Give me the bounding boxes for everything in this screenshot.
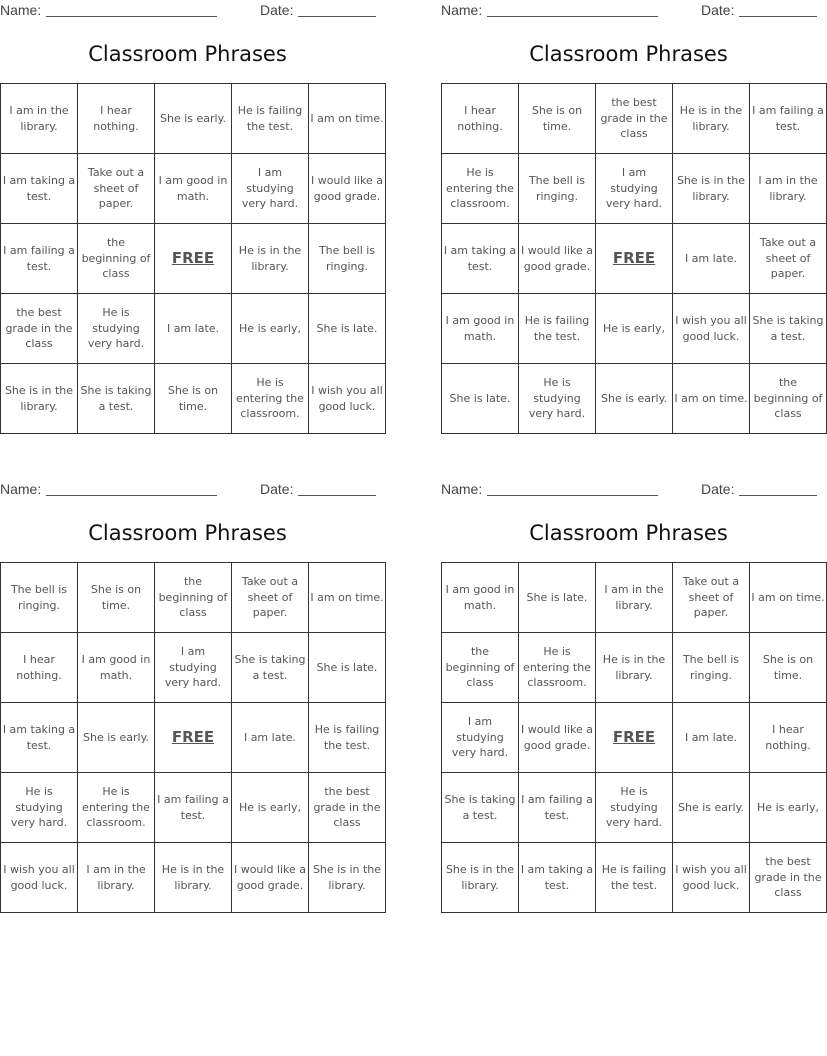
grid-row	[1, 294, 386, 364]
grid-cell: the best grade in the class	[596, 84, 673, 154]
grid-cell: He is early,	[232, 294, 309, 364]
grid-cell: I would like a good grade.	[519, 224, 596, 294]
bingo-grid	[0, 562, 386, 913]
name-date-row	[441, 0, 816, 20]
grid-row	[442, 563, 827, 633]
grid-cell: He is entering the classroom.	[519, 633, 596, 703]
grid-cell: She is on time.	[78, 563, 155, 633]
grid-cell: I am on time.	[309, 84, 386, 154]
name-date-row	[0, 479, 375, 499]
grid-cell: She is on time.	[750, 633, 827, 703]
grid-row	[1, 154, 386, 224]
grid-cell: I hear nothing.	[1, 633, 78, 703]
card-title: Classroom Phrases	[529, 521, 728, 545]
grid-cell: She is late.	[309, 294, 386, 364]
name-label: Name:	[0, 2, 42, 18]
grid-cell: I am studying very hard.	[442, 703, 519, 773]
grid-cell: I am in the library.	[78, 843, 155, 913]
grid-cell: He is studying very hard.	[519, 364, 596, 434]
date-blank-line	[298, 495, 376, 496]
grid-cell: I am late.	[673, 703, 750, 773]
grid-cell: He is studying very hard.	[78, 294, 155, 364]
grid-cell: I am on time.	[309, 563, 386, 633]
grid-cell: The bell is ringing.	[1, 563, 78, 633]
grid-cell: She is on time.	[155, 364, 232, 434]
free-space-cell: FREE	[596, 224, 673, 294]
card-title: Classroom Phrases	[529, 42, 728, 66]
grid-cell: I am late.	[232, 703, 309, 773]
grid-cell: the beginning of class	[750, 364, 827, 434]
grid-cell: She is late.	[309, 633, 386, 703]
name-blank-line	[46, 16, 217, 17]
bingo-card	[0, 479, 384, 892]
bingo-grid	[441, 562, 827, 913]
grid-cell: I am in the library.	[596, 563, 673, 633]
grid-row	[442, 294, 827, 364]
grid-cell: I am failing a test.	[1, 224, 78, 294]
grid-cell: He is early,	[232, 773, 309, 843]
grid-cell: I am late.	[155, 294, 232, 364]
grid-cell: Take out a sheet of paper.	[78, 154, 155, 224]
grid-cell: He is studying very hard.	[1, 773, 78, 843]
grid-cell: I hear nothing.	[78, 84, 155, 154]
bingo-card	[441, 479, 825, 900]
grid-cell: I wish you all good luck.	[673, 843, 750, 913]
grid-cell: I am taking a test.	[442, 224, 519, 294]
grid-row	[1, 843, 386, 913]
name-label: Name:	[441, 2, 483, 18]
grid-cell: He is in the library.	[673, 84, 750, 154]
bingo-grid	[441, 83, 827, 434]
grid-cell: He is in the library.	[155, 843, 232, 913]
grid-cell: I am in the library.	[750, 154, 827, 224]
grid-row	[1, 633, 386, 703]
grid-cell: I am good in math.	[155, 154, 232, 224]
grid-cell: I am good in math.	[78, 633, 155, 703]
grid-cell: She is in the library.	[1, 364, 78, 434]
grid-cell: I am good in math.	[442, 294, 519, 364]
free-space-cell: FREE	[155, 224, 232, 294]
name-blank-line	[46, 495, 217, 496]
grid-cell: She is early.	[596, 364, 673, 434]
grid-row	[1, 84, 386, 154]
grid-cell: I am on time.	[673, 364, 750, 434]
name-date-row	[0, 0, 375, 20]
grid-cell: She is early.	[673, 773, 750, 843]
name-blank-line	[487, 495, 658, 496]
grid-cell: I am late.	[673, 224, 750, 294]
grid-cell: I am failing a test.	[750, 84, 827, 154]
bingo-card	[0, 0, 384, 421]
grid-cell: The bell is ringing.	[309, 224, 386, 294]
date-label: Date:	[260, 481, 294, 497]
grid-cell: She is early.	[155, 84, 232, 154]
grid-cell: Take out a sheet of paper.	[232, 563, 309, 633]
grid-row	[442, 364, 827, 434]
grid-row	[1, 563, 386, 633]
date-blank-line	[739, 16, 817, 17]
grid-cell: I would like a good grade.	[309, 154, 386, 224]
grid-cell: I am failing a test.	[519, 773, 596, 843]
grid-cell: the best grade in the class	[750, 843, 827, 913]
grid-cell: The bell is ringing.	[673, 633, 750, 703]
grid-row	[442, 843, 827, 913]
grid-cell: She is early.	[78, 703, 155, 773]
grid-cell: the best grade in the class	[1, 294, 78, 364]
grid-row	[442, 633, 827, 703]
grid-cell: She is late.	[442, 364, 519, 434]
grid-cell: I am taking a test.	[1, 703, 78, 773]
date-blank-line	[298, 16, 376, 17]
grid-cell: He is entering the classroom.	[442, 154, 519, 224]
grid-row	[1, 224, 386, 294]
grid-cell: He is failing the test.	[232, 84, 309, 154]
grid-cell: He is failing the test.	[309, 703, 386, 773]
date-label: Date:	[701, 2, 735, 18]
grid-cell: He is failing the test.	[596, 843, 673, 913]
grid-cell: He is entering the classroom.	[78, 773, 155, 843]
grid-cell: She is in the library.	[673, 154, 750, 224]
grid-cell: The bell is ringing.	[519, 154, 596, 224]
grid-cell: I am studying very hard.	[596, 154, 673, 224]
grid-cell: I am studying very hard.	[232, 154, 309, 224]
grid-cell: I am good in math.	[442, 563, 519, 633]
grid-row	[442, 84, 827, 154]
grid-cell: She is taking a test.	[442, 773, 519, 843]
name-label: Name:	[0, 481, 42, 497]
grid-row	[442, 773, 827, 843]
free-space-cell: FREE	[155, 703, 232, 773]
grid-cell: He is entering the classroom.	[232, 364, 309, 434]
grid-cell: I wish you all good luck.	[1, 843, 78, 913]
grid-cell: the beginning of class	[155, 563, 232, 633]
grid-cell: She is late.	[519, 563, 596, 633]
grid-row	[1, 703, 386, 773]
date-label: Date:	[260, 2, 294, 18]
grid-cell: the beginning of class	[78, 224, 155, 294]
grid-cell: I am studying very hard.	[155, 633, 232, 703]
grid-cell: I wish you all good luck.	[673, 294, 750, 364]
grid-cell: I would like a good grade.	[232, 843, 309, 913]
card-title: Classroom Phrases	[88, 42, 287, 66]
grid-row	[442, 224, 827, 294]
grid-cell: I am taking a test.	[519, 843, 596, 913]
date-label: Date:	[701, 481, 735, 497]
grid-cell: She is taking a test.	[232, 633, 309, 703]
bingo-card	[441, 0, 824, 421]
grid-cell: She is on time.	[519, 84, 596, 154]
grid-cell: She is taking a test.	[78, 364, 155, 434]
grid-cell: the best grade in the class	[309, 773, 386, 843]
name-blank-line	[487, 16, 658, 17]
grid-cell: He is studying very hard.	[596, 773, 673, 843]
grid-cell: She is taking a test.	[750, 294, 827, 364]
grid-cell: Take out a sheet of paper.	[673, 563, 750, 633]
name-label: Name:	[441, 481, 483, 497]
card-title: Classroom Phrases	[88, 521, 287, 545]
grid-cell: He is early,	[596, 294, 673, 364]
grid-cell: I am on time.	[750, 563, 827, 633]
grid-row	[442, 154, 827, 224]
grid-cell: I am in the library.	[1, 84, 78, 154]
grid-cell: I am taking a test.	[1, 154, 78, 224]
grid-cell: the beginning of class	[442, 633, 519, 703]
grid-cell: She is in the library.	[309, 843, 386, 913]
grid-row	[442, 703, 827, 773]
grid-cell: He is failing the test.	[519, 294, 596, 364]
bingo-grid	[0, 83, 386, 434]
grid-cell: He is early,	[750, 773, 827, 843]
grid-cell: I hear nothing.	[750, 703, 827, 773]
date-blank-line	[739, 495, 817, 496]
grid-row	[1, 773, 386, 843]
grid-cell: I wish you all good luck.	[309, 364, 386, 434]
grid-cell: He is in the library.	[232, 224, 309, 294]
grid-cell: He is in the library.	[596, 633, 673, 703]
grid-cell: Take out a sheet of paper.	[750, 224, 827, 294]
grid-cell: I hear nothing.	[442, 84, 519, 154]
grid-row	[1, 364, 386, 434]
grid-cell: I am failing a test.	[155, 773, 232, 843]
free-space-cell: FREE	[596, 703, 673, 773]
grid-cell: She is in the library.	[442, 843, 519, 913]
name-date-row	[441, 479, 816, 499]
grid-cell: I would like a good grade.	[519, 703, 596, 773]
